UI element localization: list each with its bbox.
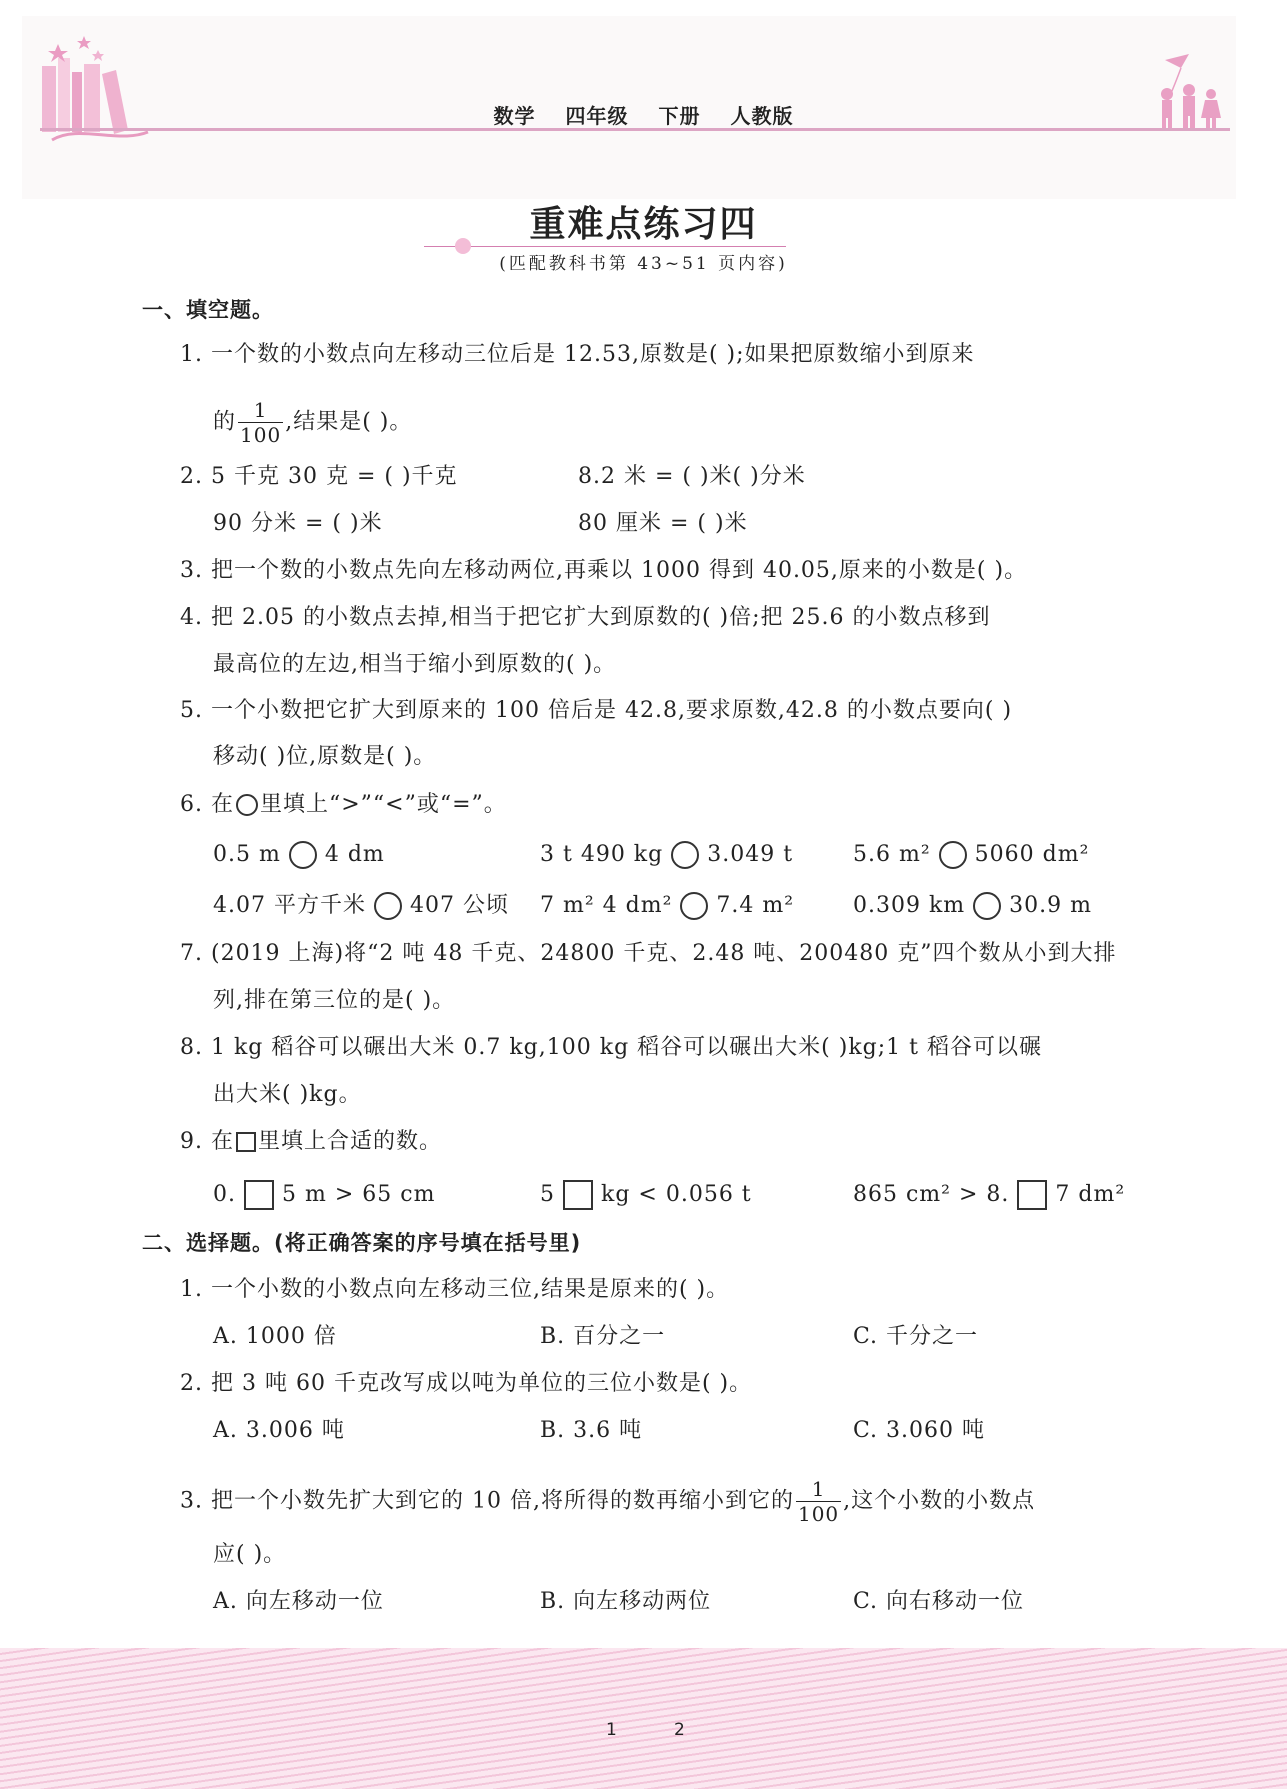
q6-intro-pre: 6. 在	[180, 792, 234, 817]
s2-q3-opt-a[interactable]: A. 向左移动一位	[213, 1589, 384, 1614]
page-subtitle: (匹配教科书第 43~51 页内容)	[499, 254, 788, 274]
q1-fraction	[238, 398, 283, 447]
s2-q2-opt-c[interactable]: C. 3.060 吨	[853, 1418, 986, 1443]
q9-item-3	[853, 1180, 1125, 1210]
q9-item-1	[213, 1180, 435, 1210]
q3-line: 3. 把一个数的小数点先向左移动两位,再乘以 1000 得到 40.05,原来的小数是( )。	[180, 558, 1028, 583]
compare-circle[interactable]	[671, 841, 699, 869]
compare-circle[interactable]	[939, 841, 967, 869]
page-title: 重难点练习四	[529, 203, 758, 245]
footer-band	[0, 1648, 1287, 1789]
q2-a2: 8.2 米 = ( )米( )分米	[578, 464, 806, 489]
q2-b1: 90 分米 = ( )米	[213, 511, 383, 536]
q6-item-3	[853, 840, 1089, 870]
subtitle-rule	[424, 246, 786, 247]
q6-item-6	[853, 891, 1092, 921]
q6-item-right: 30.9 m	[1009, 893, 1093, 918]
s2-q3-fraction	[796, 1477, 841, 1526]
square-icon	[236, 1132, 256, 1152]
q9-item-right: kg < 0.056 t	[601, 1182, 752, 1207]
s2-q3-frac-den: 100	[797, 1502, 840, 1526]
q8-line2: 出大米( )kg。	[213, 1082, 362, 1107]
q6-item-left: 0.5 m	[213, 842, 281, 867]
q6-item-left: 4.07 平方千米	[213, 893, 366, 918]
q9-item-left: 0.	[213, 1182, 236, 1207]
s2-q3-stem-post: ,这个小数的小数点	[843, 1488, 1036, 1514]
q6-item-right: 3.049 t	[707, 842, 794, 867]
q6-item-4	[213, 891, 509, 921]
q6-item-2	[540, 840, 793, 870]
s2-q3-frac-num: 1	[796, 1477, 841, 1502]
answer-box[interactable]	[1017, 1180, 1047, 1210]
q6-item-left: 0.309 km	[853, 893, 966, 918]
q2-a1: 2. 5 千克 30 克 = ( )千克	[180, 464, 458, 489]
answer-box[interactable]	[244, 1180, 274, 1210]
s2-q3-stem-pre: 3. 把一个小数先扩大到它的 10 倍,将所得的数再缩小到它的	[180, 1488, 794, 1514]
q6-intro-post: 里填上“>”“<”或“=”。	[259, 792, 507, 817]
q1-line1: 1. 一个数的小数点向左移动三位后是 12.53,原数是( );如果把原数缩小到原来	[180, 342, 975, 367]
answer-box[interactable]	[563, 1180, 593, 1210]
q4-line2: 最高位的左边,相当于缩小到原数的( )。	[213, 652, 617, 677]
q9-item-left: 5	[540, 1182, 555, 1207]
s2-q2-opt-b[interactable]: B. 3.6 吨	[540, 1418, 643, 1443]
compare-circle[interactable]	[973, 892, 1001, 920]
q9-item-right: 7 dm²	[1055, 1182, 1126, 1207]
header-grade: 四年级	[565, 104, 629, 128]
circle-icon	[236, 794, 258, 816]
q9-intro	[180, 1127, 442, 1157]
s2-q1-opt-b[interactable]: B. 百分之一	[540, 1324, 666, 1349]
q6-item-right: 407 公顷	[409, 893, 509, 918]
q9-intro-pre: 9. 在	[180, 1129, 234, 1154]
q6-item-right: 5060 dm²	[974, 842, 1090, 867]
q6-intro	[180, 790, 507, 820]
q6-item-left: 7 m² 4 dm²	[540, 893, 673, 918]
q4-line1: 4. 把 2.05 的小数点去掉,相当于把它扩大到原数的( )倍;把 25.6 的小数点移到	[180, 605, 991, 630]
s2-q3-opt-b[interactable]: B. 向左移动两位	[540, 1589, 712, 1614]
q6-item-right: 7.4 m²	[716, 893, 795, 918]
q1-frac-num: 1	[238, 398, 283, 423]
section2-heading: 二、选择题。(将正确答案的序号填在括号里)	[142, 1231, 582, 1255]
header-edition: 人教版	[730, 104, 794, 128]
s2-q3-opt-c[interactable]: C. 向右移动一位	[853, 1589, 1025, 1614]
compare-circle[interactable]	[374, 892, 402, 920]
q7-line2: 列,排在第三位的是( )。	[213, 988, 456, 1013]
q2-b2: 80 厘米 = ( )米	[578, 511, 748, 536]
header-volume: 下册	[658, 104, 701, 128]
s2-q1-opt-c[interactable]: C. 千分之一	[853, 1324, 979, 1349]
q9-intro-post: 里填上合适的数。	[257, 1129, 442, 1154]
s2-q2-stem: 2. 把 3 吨 60 千克改写成以吨为单位的三位小数是( )。	[180, 1371, 753, 1396]
q1-line2	[213, 398, 412, 447]
s2-q2-opt-a[interactable]: A. 3.006 吨	[213, 1418, 345, 1443]
q7-line1: 7. (2019 上海)将“2 吨 48 千克、24800 千克、2.48 吨、200480 克”四个数从小到大排	[180, 941, 1117, 966]
s2-q1-opt-a[interactable]: A. 1000 倍	[213, 1324, 337, 1349]
q1-line2-post: ,结果是( )。	[285, 409, 413, 435]
q9-item-right: 5 m > 65 cm	[282, 1182, 436, 1207]
s2-q1-stem: 1. 一个小数的小数点向左移动三位,结果是原来的( )。	[180, 1277, 730, 1302]
q6-item-right: 4 dm	[324, 842, 385, 867]
s2-q3-stem	[180, 1477, 1035, 1526]
s2-q3-line2: 应( )。	[213, 1542, 287, 1567]
q6-item-left: 5.6 m²	[853, 842, 931, 867]
header-subject: 数学	[493, 104, 536, 128]
q8-line1: 8. 1 kg 稻谷可以碾出大米 0.7 kg,100 kg 稻谷可以碾出大米( )kg;1 t 稻谷可以碾	[180, 1035, 1042, 1060]
q6-item-left: 3 t 490 kg	[540, 842, 664, 867]
q9-item-left: 865 cm² > 8.	[853, 1182, 1010, 1207]
page-number-left: 1	[606, 1720, 617, 1740]
compare-circle[interactable]	[680, 892, 708, 920]
section1-heading: 一、填空题。	[142, 298, 274, 322]
page-number-right: 2	[674, 1720, 685, 1740]
q6-item-1	[213, 840, 385, 870]
q1-line2-pre: 的	[213, 409, 237, 435]
q9-item-2	[540, 1180, 752, 1210]
q5-line1: 5. 一个小数把它扩大到原来的 100 倍后是 42.8,要求原数,42.8 的小数点要向( )	[180, 698, 1013, 723]
q5-line2: 移动( )位,原数是( )。	[213, 744, 437, 769]
q1-frac-den: 100	[240, 423, 282, 447]
header-title	[0, 100, 1287, 129]
q6-item-5	[540, 891, 794, 921]
compare-circle[interactable]	[289, 841, 317, 869]
